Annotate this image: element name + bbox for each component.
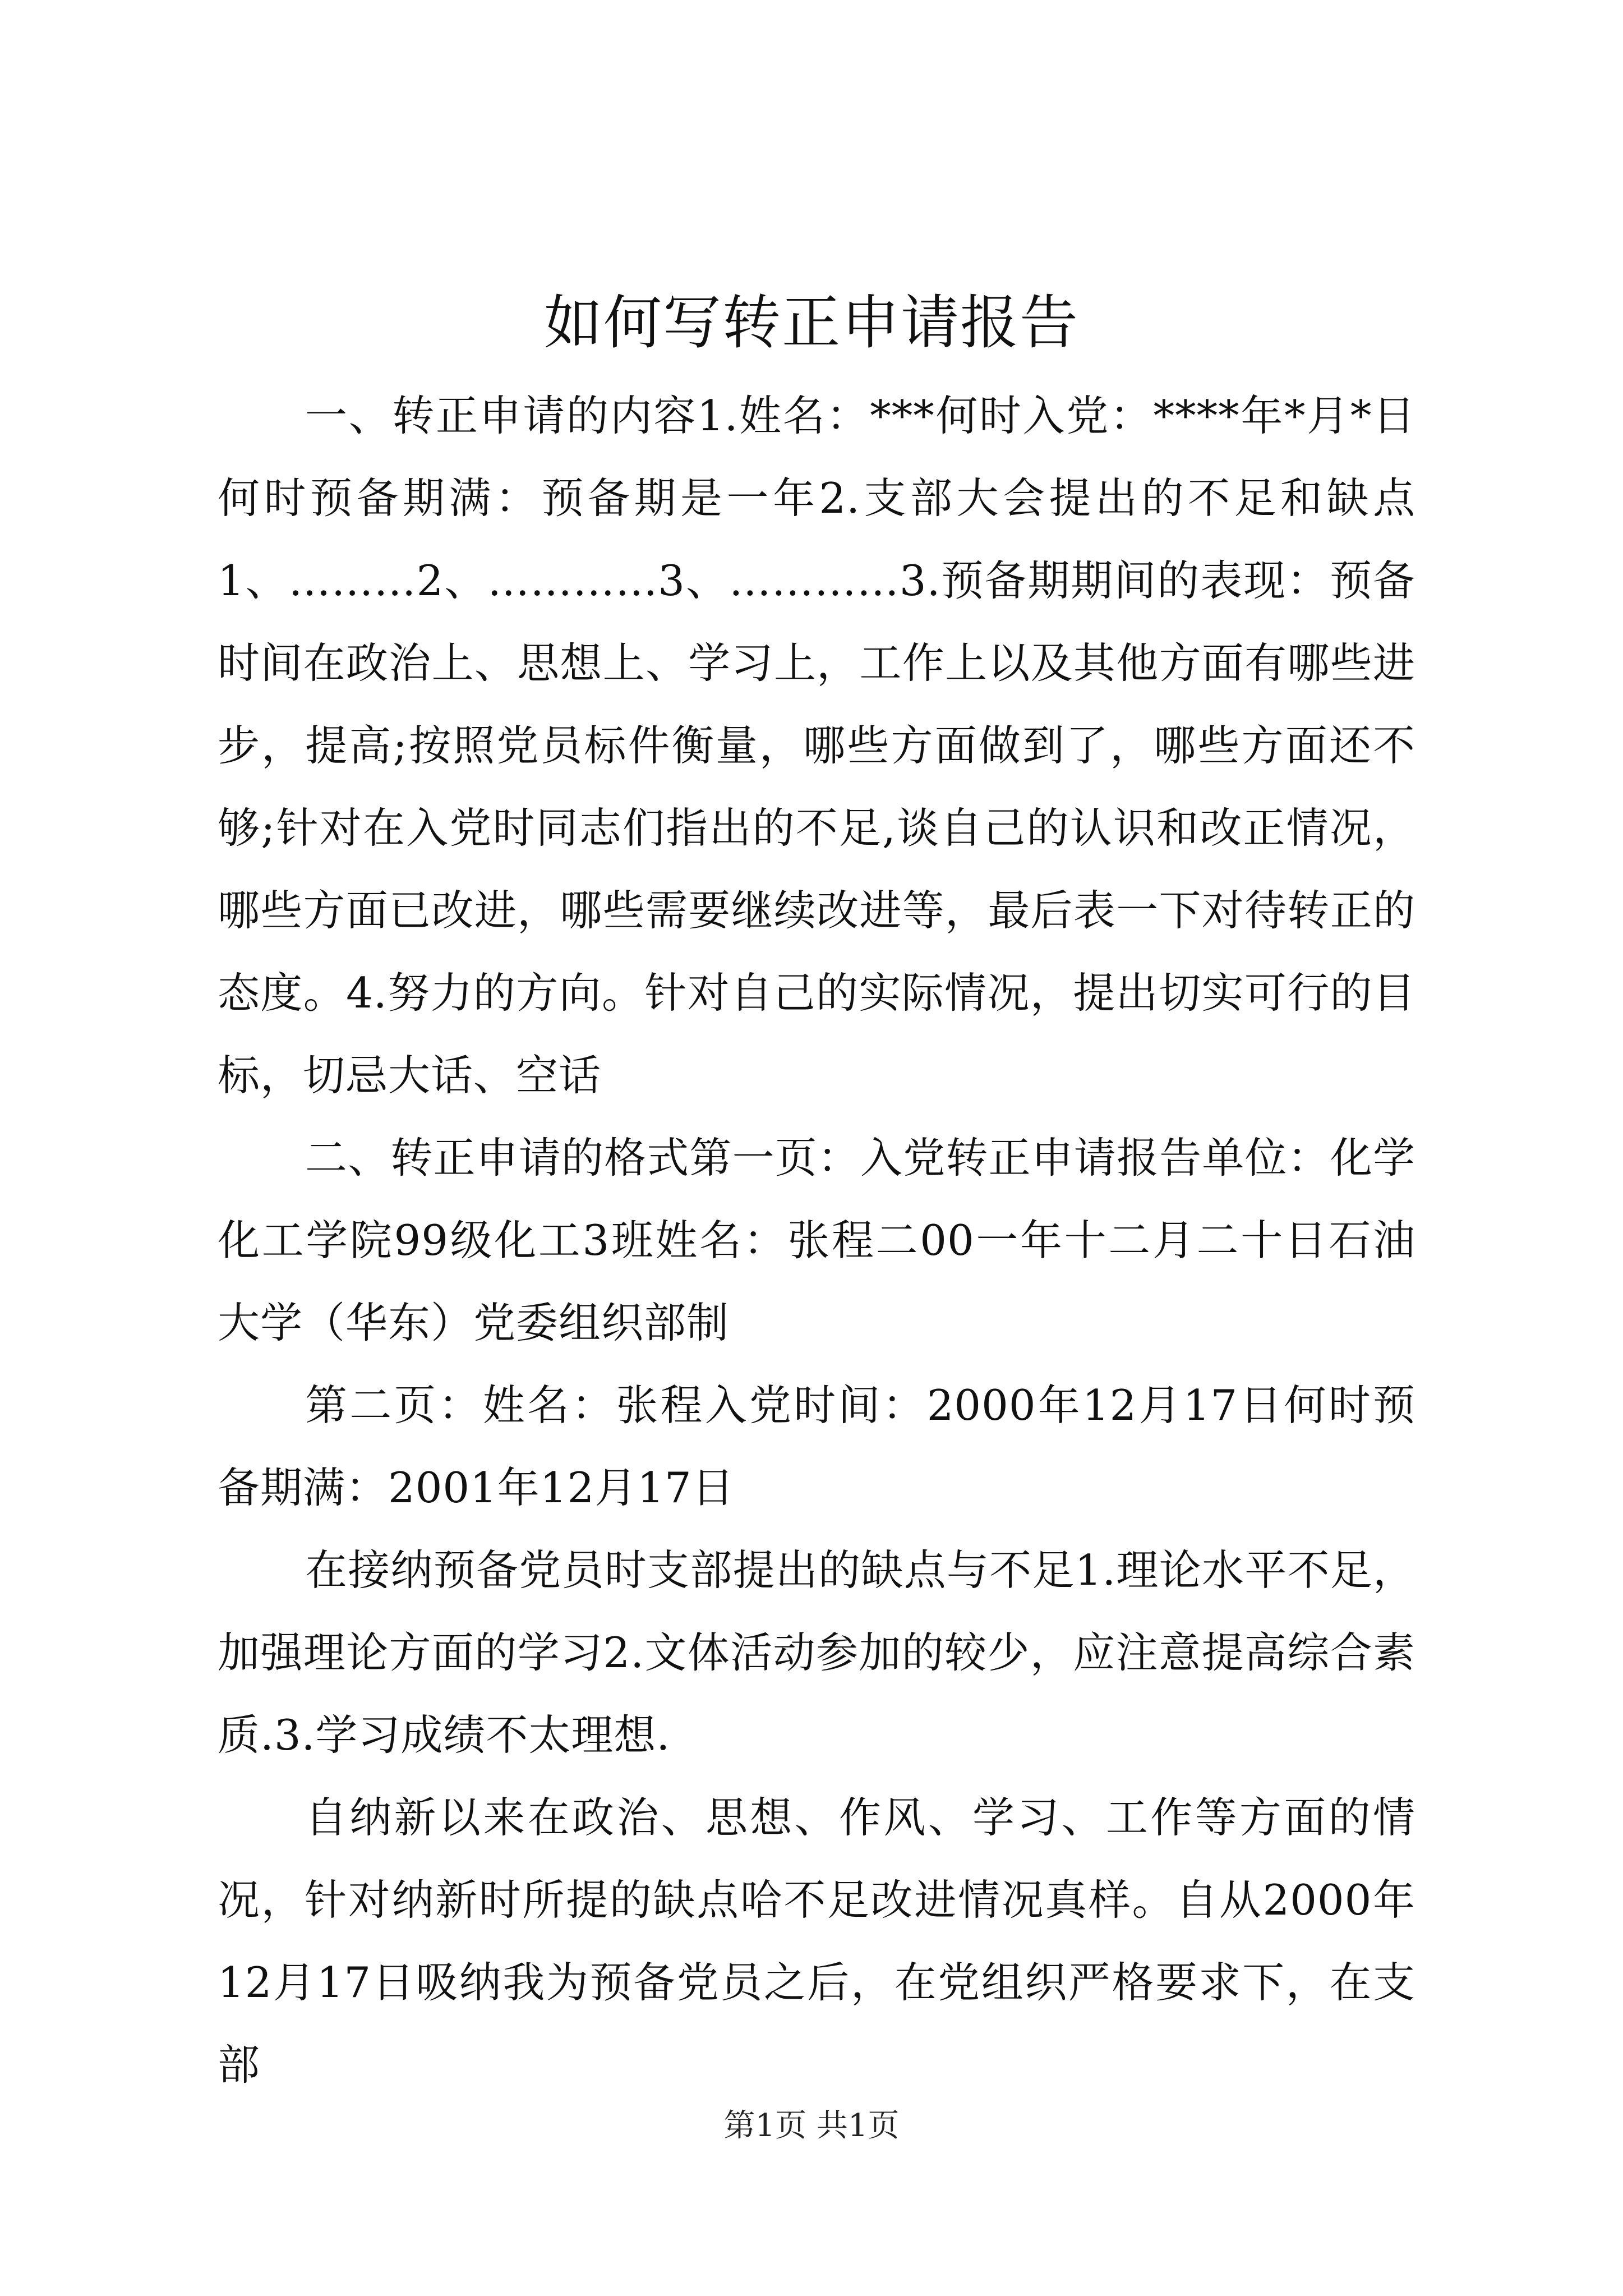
- page-footer: 第1页 共1页: [723, 2108, 900, 2144]
- document-title: 如何写转正申请报告: [543, 288, 1079, 357]
- paragraph-progress: 自纳新以来在政治、思想、作风、学习、工作等方面的情况，针对纳新时所提的缺点哈不足改进情况真样。自从2000年12月17日吸纳我为预备党员之后，在党组织严格要求下，在支部: [218, 1793, 1415, 2090]
- paragraph-shortcomings: 在接纳预备党员时支部提出的缺点与不足1.理论水平不足，加强理论方面的学习2.文体活动参加的较少，应注意提高综合素质.3.学习成绩不太理想.: [218, 1545, 1415, 1760]
- paragraph-format-first-page: 二、转正申请的格式第一页：入党转正申请报告单位：化学化工学院99级化工3班姓名：张程二00一年十二月二十日石油大学（华东）党委组织部制: [218, 1133, 1415, 1347]
- paragraph-content-requirements: 一、转正申请的内容1.姓名：***何时入党：****年*月*日何时预备期满：预备期是一年2.支部大会提出的不足和缺点1、………2、…………3、…………3.预备期期间的表现：预备时间在政治上、思想上、学习上，工作上以及其他方面有哪些进步，提高;按照党员标件衡量，哪些方面做到了，哪些方面还不够;针对在入党时同志们指出的不足,谈自己的认识和改正情况，哪些方面已改进，哪些需要继续改进等，最后表一下对待转正的态度。4.努力的方向。针对自己的实际情况，提出切实可行的目标，切忌大话、空话: [218, 391, 1415, 1100]
- document-body: [218, 375, 1415, 2106]
- paragraph-second-page: 第二页：姓名：张程入党时间：2000年12月17日何时预备期满：2001年12月17日: [218, 1381, 1415, 1512]
